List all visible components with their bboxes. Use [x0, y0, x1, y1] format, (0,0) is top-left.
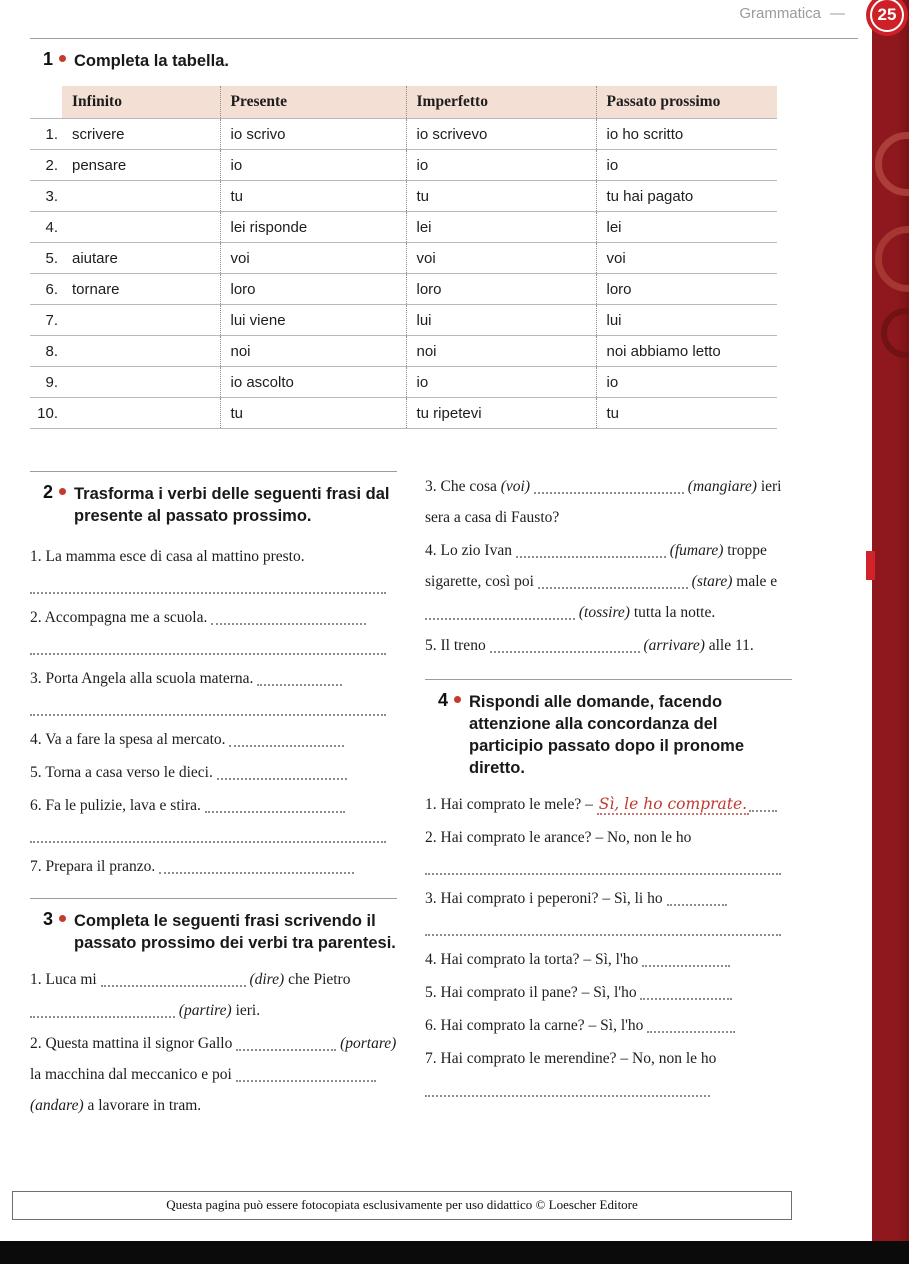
- header-presente: Presente: [220, 86, 406, 119]
- header-dash: —: [830, 5, 845, 22]
- answer-blank[interactable]: [538, 576, 688, 589]
- item-text: che Pietro: [284, 971, 351, 988]
- item-number: 4.: [425, 542, 441, 559]
- item-text: Hai comprato la torta? – Sì, l'ho: [440, 951, 643, 968]
- item-text: alle 11.: [704, 637, 754, 654]
- handwritten-answer: Sì, le ho comprate.: [598, 795, 748, 813]
- exercise-item: [30, 851, 397, 882]
- cell-imperfetto: tu ripetevi: [406, 398, 596, 429]
- cell-presente: lei risponde: [220, 212, 406, 243]
- header-number-col: [30, 86, 62, 119]
- answer-blank[interactable]: [229, 734, 344, 747]
- cell-imperfetto: loro: [406, 274, 596, 305]
- item-text: Hai comprato la carne? – Sì, l'ho: [440, 1017, 648, 1034]
- bottom-black-bar: [0, 1241, 909, 1264]
- cell-passato-prossimo: io: [596, 367, 777, 398]
- table-row: [30, 398, 777, 429]
- item-text: ieri sera a casa di Fausto?: [425, 478, 782, 526]
- answer-blank[interactable]: [647, 1020, 735, 1033]
- item-text: Porta Angela alla scuola materna.: [45, 670, 258, 687]
- cell-imperfetto: lei: [406, 212, 596, 243]
- answer-blank[interactable]: [211, 612, 366, 625]
- table-row: [30, 336, 777, 367]
- item-text: Hai comprato il pane? – Sì, l'ho: [440, 984, 641, 1001]
- exercise-title: Completa la tabella.: [74, 52, 229, 70]
- item-text: Lo zio Ivan: [440, 542, 516, 559]
- row-number: 4.: [30, 212, 62, 243]
- item-number: 2.: [30, 1035, 46, 1052]
- top-divider: [30, 38, 858, 39]
- verb-hint: (partire): [178, 1002, 232, 1019]
- exercise4-items: [425, 789, 792, 1105]
- verb-hint: (arrivare): [643, 637, 705, 654]
- exercise-item: [30, 964, 397, 1026]
- table-row: [30, 367, 777, 398]
- cell-passato-prossimo: lui: [596, 305, 777, 336]
- answer-line[interactable]: [425, 855, 781, 875]
- copyright-footer: [12, 1191, 792, 1220]
- exercise-item: [30, 1028, 397, 1121]
- exercise-item: [425, 1043, 792, 1105]
- item-number: 7.: [30, 858, 46, 875]
- item-number: 5.: [30, 764, 46, 781]
- cell-imperfetto: io scrivevo: [406, 119, 596, 150]
- verb-hint: (fumare): [669, 542, 724, 559]
- answer-blank[interactable]: [30, 1005, 175, 1018]
- answer-blank[interactable]: [236, 1069, 376, 1082]
- sidebar-marker: [866, 551, 875, 580]
- exercise1-header: [30, 49, 792, 72]
- row-number: 1.: [30, 119, 62, 150]
- cell-infinito[interactable]: [62, 305, 220, 336]
- item-text: Torna a casa verso le dieci.: [45, 764, 217, 781]
- exercise2-header: [30, 482, 397, 527]
- row-number: 9.: [30, 367, 62, 398]
- exercise-bullet-icon: [59, 488, 66, 495]
- verb-hint: (tossire): [578, 604, 630, 621]
- exercise-bullet-icon: [59, 55, 66, 62]
- answer-blank[interactable]: [425, 1084, 710, 1097]
- row-number: 6.: [30, 274, 62, 305]
- page-header: [739, 5, 845, 22]
- cell-presente: io ascolto: [220, 367, 406, 398]
- cell-imperfetto: lui: [406, 305, 596, 336]
- cell-infinito: scrivere: [62, 119, 220, 150]
- header-infinito: Infinito: [62, 86, 220, 119]
- item-number: 3.: [425, 478, 441, 495]
- item-text: male e: [732, 573, 778, 590]
- cell-presente: io: [220, 150, 406, 181]
- cell-passato-prossimo: io ho scritto: [596, 119, 777, 150]
- row-number: 5.: [30, 243, 62, 274]
- exercise-number: 4: [425, 690, 469, 779]
- cell-imperfetto: io: [406, 367, 596, 398]
- exercise3-items-left: [30, 964, 397, 1121]
- header-imperfetto: Imperfetto: [406, 86, 596, 119]
- answer-blank[interactable]: [217, 767, 347, 780]
- sidebar-circle-icon: [875, 132, 909, 196]
- item-text: Questa mattina il signor Gallo: [45, 1035, 237, 1052]
- item-number: 1.: [425, 796, 441, 813]
- cell-presente: noi: [220, 336, 406, 367]
- table-row: [30, 243, 777, 274]
- cell-presente: voi: [220, 243, 406, 274]
- exercise-item: [425, 630, 792, 661]
- answer-line[interactable]: [30, 823, 386, 843]
- exercise2-items: [30, 541, 397, 882]
- cell-passato-prossimo: lei: [596, 212, 777, 243]
- item-text: tutta la notte.: [629, 604, 716, 621]
- item-number: 6.: [30, 797, 46, 814]
- item-text: Hai comprato le mele? –: [440, 796, 597, 813]
- exercise4-header: [425, 690, 792, 779]
- answer-line[interactable]: [30, 696, 386, 716]
- cell-passato-prossimo: loro: [596, 274, 777, 305]
- cell-infinito: pensare: [62, 150, 220, 181]
- cell-passato-prossimo: tu hai pagato: [596, 181, 777, 212]
- exercise-title: Completa le seguenti frasi scrivendo il passato prossimo dei verbi tra parentesi.: [74, 912, 396, 952]
- exercise-item: [425, 789, 792, 820]
- answer-line[interactable]: [425, 916, 781, 936]
- answer-blank[interactable]: [205, 800, 345, 813]
- item-text: Fa le pulizie, lava e stira.: [45, 797, 205, 814]
- red-sidebar: [872, 0, 909, 1241]
- cell-infinito[interactable]: [62, 212, 220, 243]
- row-number: 2.: [30, 150, 62, 181]
- cell-imperfetto: voi: [406, 243, 596, 274]
- exercise-number: 1: [30, 49, 74, 72]
- verb-hint: (dire): [249, 971, 285, 988]
- item-text: Hai comprato le arance? – No, non le ho: [440, 829, 692, 846]
- cell-imperfetto: io: [406, 150, 596, 181]
- sidebar-circle-icon: [875, 226, 909, 292]
- cell-passato-prossimo: noi abbiamo letto: [596, 336, 777, 367]
- sidebar-circle-icon: [881, 308, 909, 358]
- cell-presente: tu: [220, 398, 406, 429]
- cell-infinito[interactable]: [62, 336, 220, 367]
- answer-blank[interactable]: [667, 893, 727, 906]
- exercise-item: [425, 1010, 792, 1041]
- item-number: 4.: [30, 731, 46, 748]
- item-number: 3.: [425, 890, 441, 907]
- verb-hint: (andare): [30, 1097, 84, 1114]
- row-number: 8.: [30, 336, 62, 367]
- item-text: ieri.: [231, 1002, 261, 1019]
- item-number: 1.: [30, 971, 46, 988]
- item-number: 1.: [30, 548, 46, 565]
- exercise-bullet-icon: [59, 915, 66, 922]
- exercise-item: [425, 822, 792, 875]
- exercise-item: [30, 790, 397, 843]
- left-column: [30, 471, 397, 1123]
- cell-presente: lui viene: [220, 305, 406, 336]
- verb-hint: (mangiare): [687, 478, 757, 495]
- item-number: 2.: [30, 609, 45, 626]
- answer-blank[interactable]: [749, 799, 777, 812]
- exercise2-divider: [30, 471, 397, 472]
- cell-infinito[interactable]: [62, 398, 220, 429]
- item-text: Va a fare la spesa al mercato.: [45, 731, 230, 748]
- exercise-item: [30, 663, 397, 716]
- cell-passato-prossimo: voi: [596, 243, 777, 274]
- verb-hint: (stare): [691, 573, 733, 590]
- answer-blank[interactable]: [159, 861, 354, 874]
- table-body: [30, 119, 777, 429]
- verb-hint: (voi): [500, 478, 531, 495]
- cell-infinito[interactable]: [62, 181, 220, 212]
- answer-blank[interactable]: [101, 974, 246, 987]
- cell-infinito: aiutare: [62, 243, 220, 274]
- header-passato-prossimo: Passato prossimo: [596, 86, 777, 119]
- cell-infinito[interactable]: [62, 367, 220, 398]
- item-text: La mamma esce di casa al mattino presto.: [45, 548, 305, 565]
- answer-blank[interactable]: [236, 1038, 336, 1051]
- item-text: Il treno: [440, 637, 490, 654]
- item-text: la macchina dal meccanico e poi: [30, 1066, 236, 1083]
- page-number: 25: [877, 5, 897, 24]
- answer-blank[interactable]: [642, 954, 730, 967]
- table-row: [30, 150, 777, 181]
- exercise4-divider: [425, 679, 792, 680]
- exercise-item: [30, 757, 397, 788]
- exercise-item: [425, 535, 792, 628]
- exercise-bullet-icon: [454, 696, 461, 703]
- item-number: 4.: [425, 951, 441, 968]
- item-text: Hai comprato i peperoni? – Sì, li ho: [440, 890, 667, 907]
- table-row: [30, 181, 777, 212]
- answer-blank[interactable]: [490, 640, 640, 653]
- table-header-row: [30, 86, 777, 119]
- row-number: 3.: [30, 181, 62, 212]
- answer-blank[interactable]: [516, 545, 666, 558]
- exercise-number: 2: [30, 482, 74, 527]
- item-number: 6.: [425, 1017, 441, 1034]
- table-row: [30, 274, 777, 305]
- answer-line[interactable]: [30, 574, 386, 594]
- exercise-title: Trasforma i verbi delle seguenti frasi dal presente al passato prossimo.: [74, 485, 390, 525]
- row-number: 7.: [30, 305, 62, 336]
- table-row: [30, 305, 777, 336]
- footer-text: Questa pagina può essere fotocopiata esclusivamente per uso didattico © Loescher Editore: [166, 1197, 638, 1212]
- exercise3-divider: [30, 898, 397, 899]
- answer-blank[interactable]: [257, 673, 342, 686]
- item-number: 7.: [425, 1050, 441, 1067]
- item-text: Che cosa: [440, 478, 501, 495]
- exercise-item: [425, 977, 792, 1008]
- exercise-item: [425, 944, 792, 975]
- item-number: 2.: [425, 829, 441, 846]
- item-text: Prepara il pranzo.: [45, 858, 160, 875]
- exercise3-items-right: [425, 471, 792, 661]
- page-content: [30, 38, 792, 1123]
- item-text: troppe sigarette, così poi: [425, 542, 767, 590]
- conjugation-table: [30, 86, 777, 429]
- exercise3-header: [30, 909, 397, 954]
- exercise-title: Rispondi alle domande, facendo attenzione alla concordanza del participio passato dopo il pronome diretto.: [469, 693, 745, 777]
- section-label: Grammatica: [739, 5, 821, 22]
- answer-line[interactable]: [30, 635, 386, 655]
- answer-blank[interactable]: [425, 607, 575, 620]
- exercise-item: [425, 883, 792, 936]
- item-text: Accompagna me a scuola.: [44, 609, 212, 626]
- item-text: a lavorare in tram.: [83, 1097, 202, 1114]
- item-number: 5.: [425, 984, 441, 1001]
- verb-hint: (portare): [340, 1035, 397, 1052]
- item-text: Luca mi: [45, 971, 101, 988]
- item-number: 3.: [30, 670, 46, 687]
- two-column-section: [30, 471, 792, 1123]
- cell-passato-prossimo: tu: [596, 398, 777, 429]
- exercise-item: [30, 541, 397, 594]
- exercise-item: [425, 471, 792, 533]
- cell-passato-prossimo: io: [596, 150, 777, 181]
- answer-blank[interactable]: [534, 481, 684, 494]
- cell-imperfetto: tu: [406, 181, 596, 212]
- item-number: 5.: [425, 637, 441, 654]
- table-row: [30, 119, 777, 150]
- cell-presente: loro: [220, 274, 406, 305]
- right-column: [425, 471, 792, 1123]
- item-text: Hai comprato le merendine? – No, non le ho: [440, 1050, 717, 1067]
- cell-imperfetto: noi: [406, 336, 596, 367]
- answer-blank[interactable]: [640, 987, 732, 1000]
- cell-infinito: tornare: [62, 274, 220, 305]
- exercise-number: 3: [30, 909, 74, 954]
- exercise-item: [30, 724, 397, 755]
- cell-presente: tu: [220, 181, 406, 212]
- row-number: 10.: [30, 398, 62, 429]
- exercise-item: [30, 602, 397, 655]
- cell-presente: io scrivo: [220, 119, 406, 150]
- table-row: [30, 212, 777, 243]
